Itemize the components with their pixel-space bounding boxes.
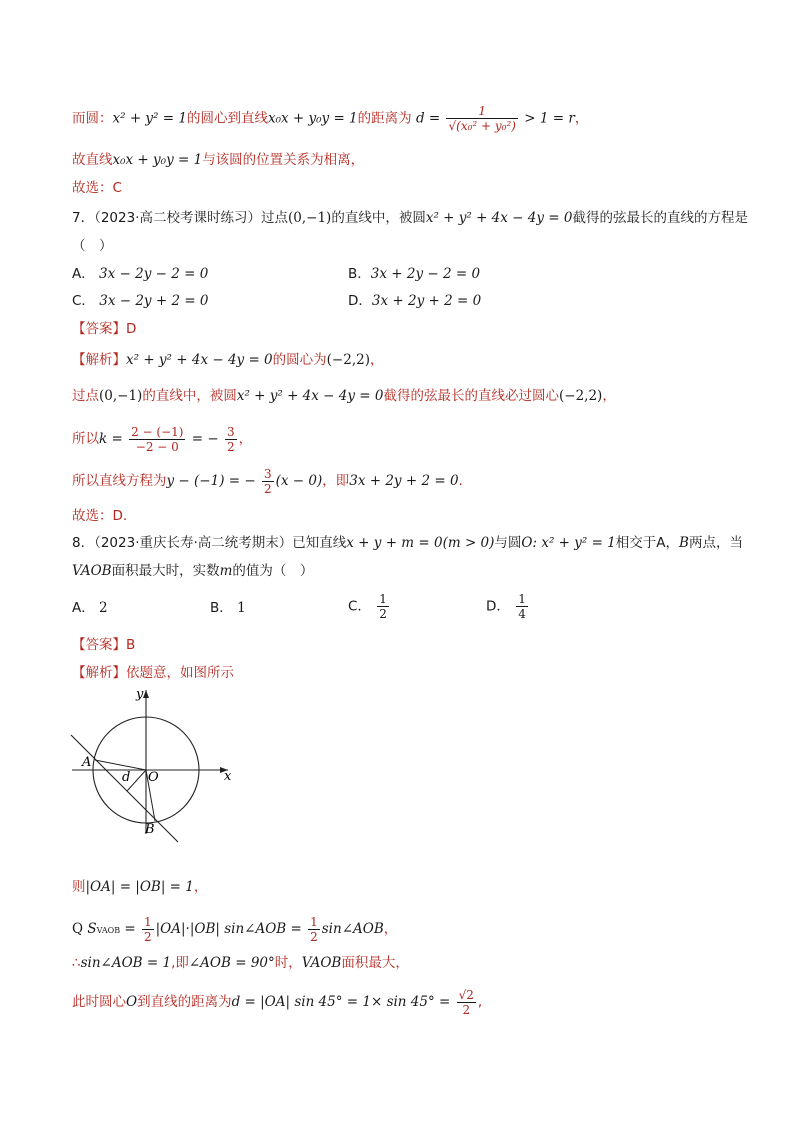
label-o: O — [148, 770, 159, 785]
option-label: B． — [348, 266, 371, 282]
area-s: S — [87, 921, 97, 937]
y-axis-arrow — [143, 690, 149, 698]
circle-eq: x² + y² + 4x − 4y = 0 — [126, 352, 273, 368]
text: 的圆心为 — [272, 352, 327, 368]
label-b: B — [145, 822, 155, 837]
q7-answer — [72, 319, 136, 339]
point-b: B — [679, 535, 689, 551]
sin-eq: sin∠AOB = 1 — [80, 955, 172, 971]
q8-step-1 — [72, 877, 207, 897]
text: 与该圆的位置关系为相离， — [202, 152, 365, 168]
text: 故直线 — [72, 152, 113, 168]
circle-eq: x² + y² + 4x − 4y = 0 — [425, 210, 573, 226]
segment-oa — [95, 760, 146, 770]
root-fraction — [457, 988, 476, 1017]
q8-step-4 — [72, 983, 482, 1021]
text: ， — [602, 388, 616, 404]
q7-paren: （ ） — [72, 238, 113, 254]
option-label: B． — [210, 600, 233, 616]
point: (0,−1) — [288, 210, 332, 226]
answer-label: 【答案】 — [72, 321, 126, 337]
q7-choose: 故选：D. — [72, 508, 128, 524]
text: ,即 — [171, 955, 189, 971]
analysis-label: 【解析】 — [72, 352, 126, 368]
q7-stem — [72, 208, 748, 228]
text: 7．（2023·高二校考课时练习）过点 — [72, 210, 288, 226]
q7-option-a — [72, 264, 208, 284]
slope-label: k = — [99, 431, 123, 447]
q8-stem — [72, 533, 743, 553]
text: 时， — [274, 955, 302, 971]
text: 两点，当 — [688, 535, 743, 551]
text: 的圆心到直线 — [186, 110, 268, 127]
text: 与圆 — [494, 535, 522, 551]
numerator: 3 — [263, 466, 272, 481]
denominator: 2 — [226, 439, 235, 454]
text: 而圆： — [72, 110, 113, 127]
q8-option-b — [210, 598, 246, 618]
text: 则 — [72, 879, 86, 895]
line-eq: x₀x + y₀y = 1 — [112, 152, 203, 168]
equals: = — [124, 921, 136, 937]
option-text: 3x + 2y + 2 = 0 — [371, 293, 482, 309]
half-fraction — [308, 915, 320, 944]
numerator: 1 — [310, 914, 318, 929]
numerator: √2 — [458, 987, 474, 1002]
numerator: 1 — [379, 592, 387, 606]
conclusion-line — [72, 150, 364, 170]
result-eq: 3x + 2y + 2 = 0 — [349, 473, 459, 489]
circle-figure — [66, 684, 246, 846]
center-point: (−2,2) — [326, 352, 370, 368]
triangle: VAOB — [301, 955, 342, 971]
secant-line — [71, 735, 178, 842]
area-expr: |OA|·|OB| sin∠AOB = — [155, 921, 302, 937]
therefore-symbol: ∴ — [72, 955, 81, 971]
equals: = − — [191, 431, 219, 447]
text: ， — [574, 110, 589, 127]
text: 8．（2023·重庆长寿·高二统考期末）已知直线 — [72, 535, 347, 551]
angle-eq: ∠AOB = 90° — [188, 955, 275, 971]
line-eq: x + y + m = 0(m > 0) — [346, 535, 495, 551]
triangle: VAOB — [72, 563, 112, 579]
denominator: 2 — [143, 929, 152, 944]
text: 截得的弦最长的直线的方程是 — [572, 210, 748, 226]
text: 所以直线方程为 — [72, 473, 167, 489]
text: ， — [193, 879, 208, 895]
text: . — [458, 473, 463, 489]
text: 面积最大， — [341, 955, 409, 971]
distance-eq: d = |OA| sin 45° = 1× sin 45° = — [231, 994, 451, 1010]
option-label: D． — [486, 598, 510, 615]
analysis-label: 【解析】 — [72, 665, 126, 681]
point-slope: y − (−1) = − — [166, 473, 256, 489]
option-text: 2 — [99, 600, 108, 616]
q7-option-b — [348, 264, 480, 284]
circle-eq: O: x² + y² = 1 — [521, 535, 616, 551]
text: 的直线中，被圆 — [331, 210, 426, 226]
text: 的距离为 — [357, 110, 412, 127]
numerator: 1 — [446, 104, 517, 119]
q8-step-3 — [72, 953, 409, 973]
q7-analysis-4 — [72, 464, 463, 498]
analysis-text: 依题意，如图所示 — [126, 665, 234, 681]
equal-radii: |OA| = |OB| = 1 — [85, 879, 194, 895]
option-label: C． — [348, 598, 371, 615]
q8-answer — [72, 635, 135, 655]
option-label: D． — [348, 293, 372, 309]
q-symbol: Q — [72, 921, 84, 937]
circle-eq: x² + y² + 4x − 4y = 0 — [236, 388, 384, 404]
option-label: A． — [72, 266, 95, 282]
option-fraction — [516, 592, 528, 621]
answer-label: 【答案】 — [72, 637, 126, 653]
q7-analysis-1 — [72, 350, 383, 370]
text: 所以 — [72, 431, 99, 447]
compare: > 1 = r — [524, 110, 575, 127]
slope-fraction — [262, 467, 274, 496]
label-y: y — [136, 687, 144, 702]
var-m: m — [219, 563, 233, 579]
text: ，即 — [322, 473, 350, 489]
numerator: 3 — [226, 424, 235, 439]
text: ， — [238, 431, 253, 447]
option-fraction — [377, 592, 389, 621]
label-d: d — [122, 770, 131, 785]
text: , — [477, 994, 483, 1010]
q8-step-2 — [72, 912, 397, 948]
q8-option-d — [486, 592, 530, 621]
text: ， — [383, 921, 398, 937]
answer-value: B — [126, 637, 136, 653]
denominator: 2 — [379, 607, 387, 621]
q7-analysis-3 — [72, 422, 252, 456]
d-label: d = — [415, 110, 441, 127]
text: 截得的弦最长的直线必过圆心 — [383, 388, 559, 404]
center-o: O — [126, 994, 138, 1010]
numerator: 1 — [518, 592, 526, 606]
slope-fraction — [129, 425, 185, 454]
q7-option-c — [72, 291, 209, 311]
slope-value — [225, 425, 237, 454]
answer-value: D — [126, 321, 137, 337]
option-label: C． — [72, 293, 95, 309]
numerator: 2 − (−1) — [131, 424, 184, 439]
text: 相交于A， — [615, 535, 680, 551]
denominator: −2 − 0 — [135, 439, 179, 454]
denominator: 2 — [263, 481, 272, 496]
q7-analysis-2 — [72, 386, 616, 406]
label-a: A — [82, 755, 92, 770]
area-sub: VAOB — [96, 926, 121, 935]
point: (0,−1) — [99, 388, 143, 404]
denominator: 4 — [518, 607, 526, 621]
center-point: (−2,2) — [558, 388, 603, 404]
distance-fraction — [446, 104, 517, 133]
q8-option-a — [72, 598, 108, 618]
circle-eq: x² + y² = 1 — [112, 110, 187, 127]
denominator: 2 — [462, 1002, 471, 1017]
option-label: A． — [72, 600, 95, 616]
q8-stem-2 — [72, 561, 313, 581]
text: 此时圆心 — [72, 994, 126, 1010]
denominator: √(x₀² + y₀²) — [448, 119, 516, 133]
text: 的直线中，被圆 — [142, 388, 237, 404]
text: 的值为（ ） — [232, 563, 314, 579]
factor: (x − 0) — [275, 473, 323, 489]
option-text: 3x − 2y − 2 = 0 — [99, 266, 209, 282]
option-text: 1 — [237, 600, 246, 616]
text: 到直线的距离为 — [137, 994, 232, 1010]
option-text: 3x − 2y + 2 = 0 — [99, 293, 209, 309]
text: ， — [369, 352, 384, 368]
distance-line — [72, 104, 588, 133]
q8-option-c — [348, 592, 391, 621]
text: 过点 — [72, 388, 99, 404]
option-text: 3x + 2y − 2 = 0 — [370, 266, 481, 282]
q8-analysis-head — [72, 663, 234, 683]
numerator: 1 — [143, 914, 152, 929]
label-x: x — [224, 769, 232, 784]
denominator: 2 — [310, 929, 318, 944]
line-eq: x₀x + y₀y = 1 — [267, 110, 358, 127]
choose-label: 故选： — [72, 180, 113, 196]
text: 面积最大时，实数 — [111, 563, 220, 579]
q7-option-d — [348, 291, 481, 311]
choose-answer: C — [112, 180, 122, 196]
sin-expr: sin∠AOB — [321, 921, 384, 937]
half-fraction — [142, 915, 154, 944]
choice-line — [72, 178, 122, 198]
